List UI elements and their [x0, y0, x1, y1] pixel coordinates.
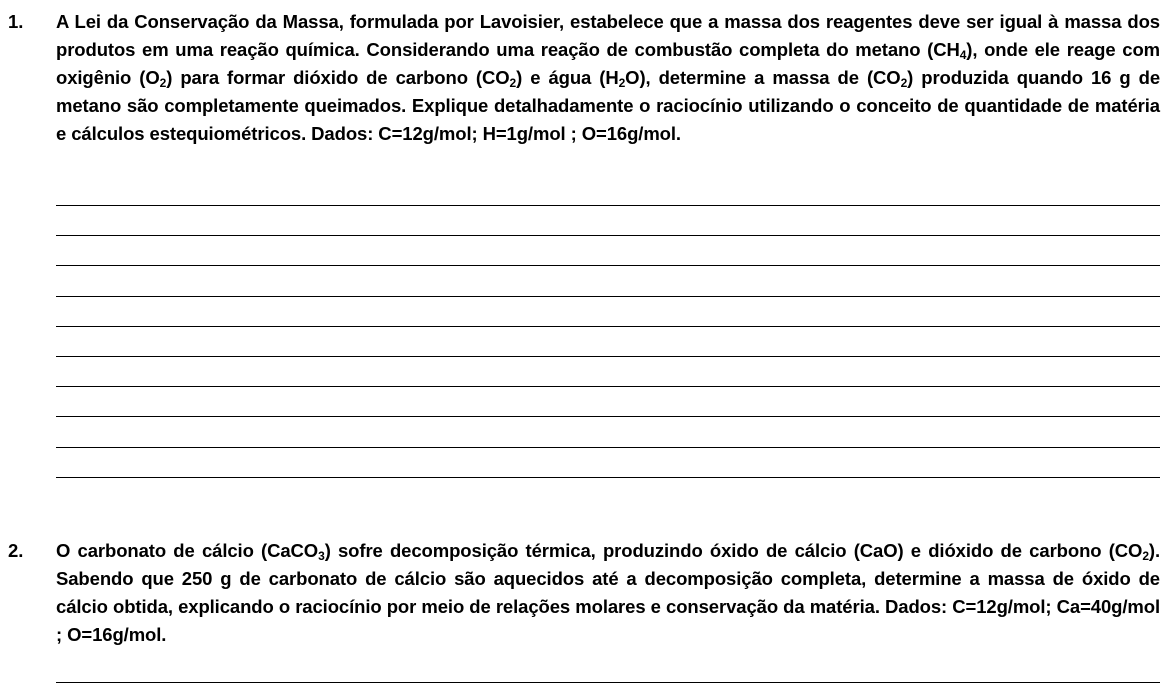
text-segment: ) sofre decomposição térmica, produzindo óxido de cálcio (CaO) e dióxido de carbono (CO	[324, 540, 1143, 561]
answer-line[interactable]	[56, 416, 1160, 417]
answer-line[interactable]	[56, 386, 1160, 387]
subscript: 2	[1142, 549, 1149, 563]
subscript: 3	[318, 549, 325, 563]
subscript: 2	[509, 76, 517, 90]
text-segment: ). Sabendo que 250 g de carbonato de cálcio são aquecidos até a decomposição completa, determine a massa de óxido de cálcio obtida, explicando o raciocínio por meio de relações molares e conservação da matéria. Dados: C=12g/mol; Ca=40g/mol ; O=16g/mol.	[56, 540, 1161, 645]
text-segment: ) e água (H	[516, 67, 619, 88]
text-segment: ) produzida quando 16 g de metano são completamente queimados. Explique detalhadamente o raciocínio utilizando o conceito de quantidade de matéria e cálculos estequiométricos. Dados: C=12g/mol; H=1g/mol ; O=16g/mol.	[56, 67, 1161, 144]
answer-line[interactable]	[56, 265, 1160, 266]
subscript: 2	[900, 76, 908, 90]
answer-line[interactable]	[56, 326, 1160, 327]
text-segment: A Lei da Conservação da Massa, formulada por Lavoisier, estabelece que a massa dos reagentes deve ser igual à massa dos produtos em uma reação química. Considerando uma reação de combustão completa do metano (CH	[56, 11, 1160, 60]
text-segment: ) para formar dióxido de carbono (CO	[166, 67, 510, 88]
text-segment: O carbonato de cálcio (CaCO	[56, 540, 319, 561]
question-number: 2.	[8, 540, 24, 561]
question-text	[56, 8, 1160, 148]
answer-line[interactable]	[56, 235, 1160, 236]
text-segment: O), determine a massa de (CO	[625, 67, 901, 88]
question-text	[56, 537, 1160, 649]
subscript: 2	[618, 76, 626, 90]
question-number: 1.	[8, 11, 24, 32]
answer-line[interactable]	[56, 477, 1160, 478]
answer-line[interactable]	[56, 682, 1160, 683]
subscript: 2	[159, 76, 167, 90]
answer-line[interactable]	[56, 356, 1160, 357]
answer-line[interactable]	[56, 205, 1160, 206]
text-segment: ), onde ele reage com oxigênio (O	[56, 39, 1160, 88]
answer-line[interactable]	[56, 447, 1160, 448]
subscript: 4	[959, 48, 967, 62]
answer-line[interactable]	[56, 296, 1160, 297]
